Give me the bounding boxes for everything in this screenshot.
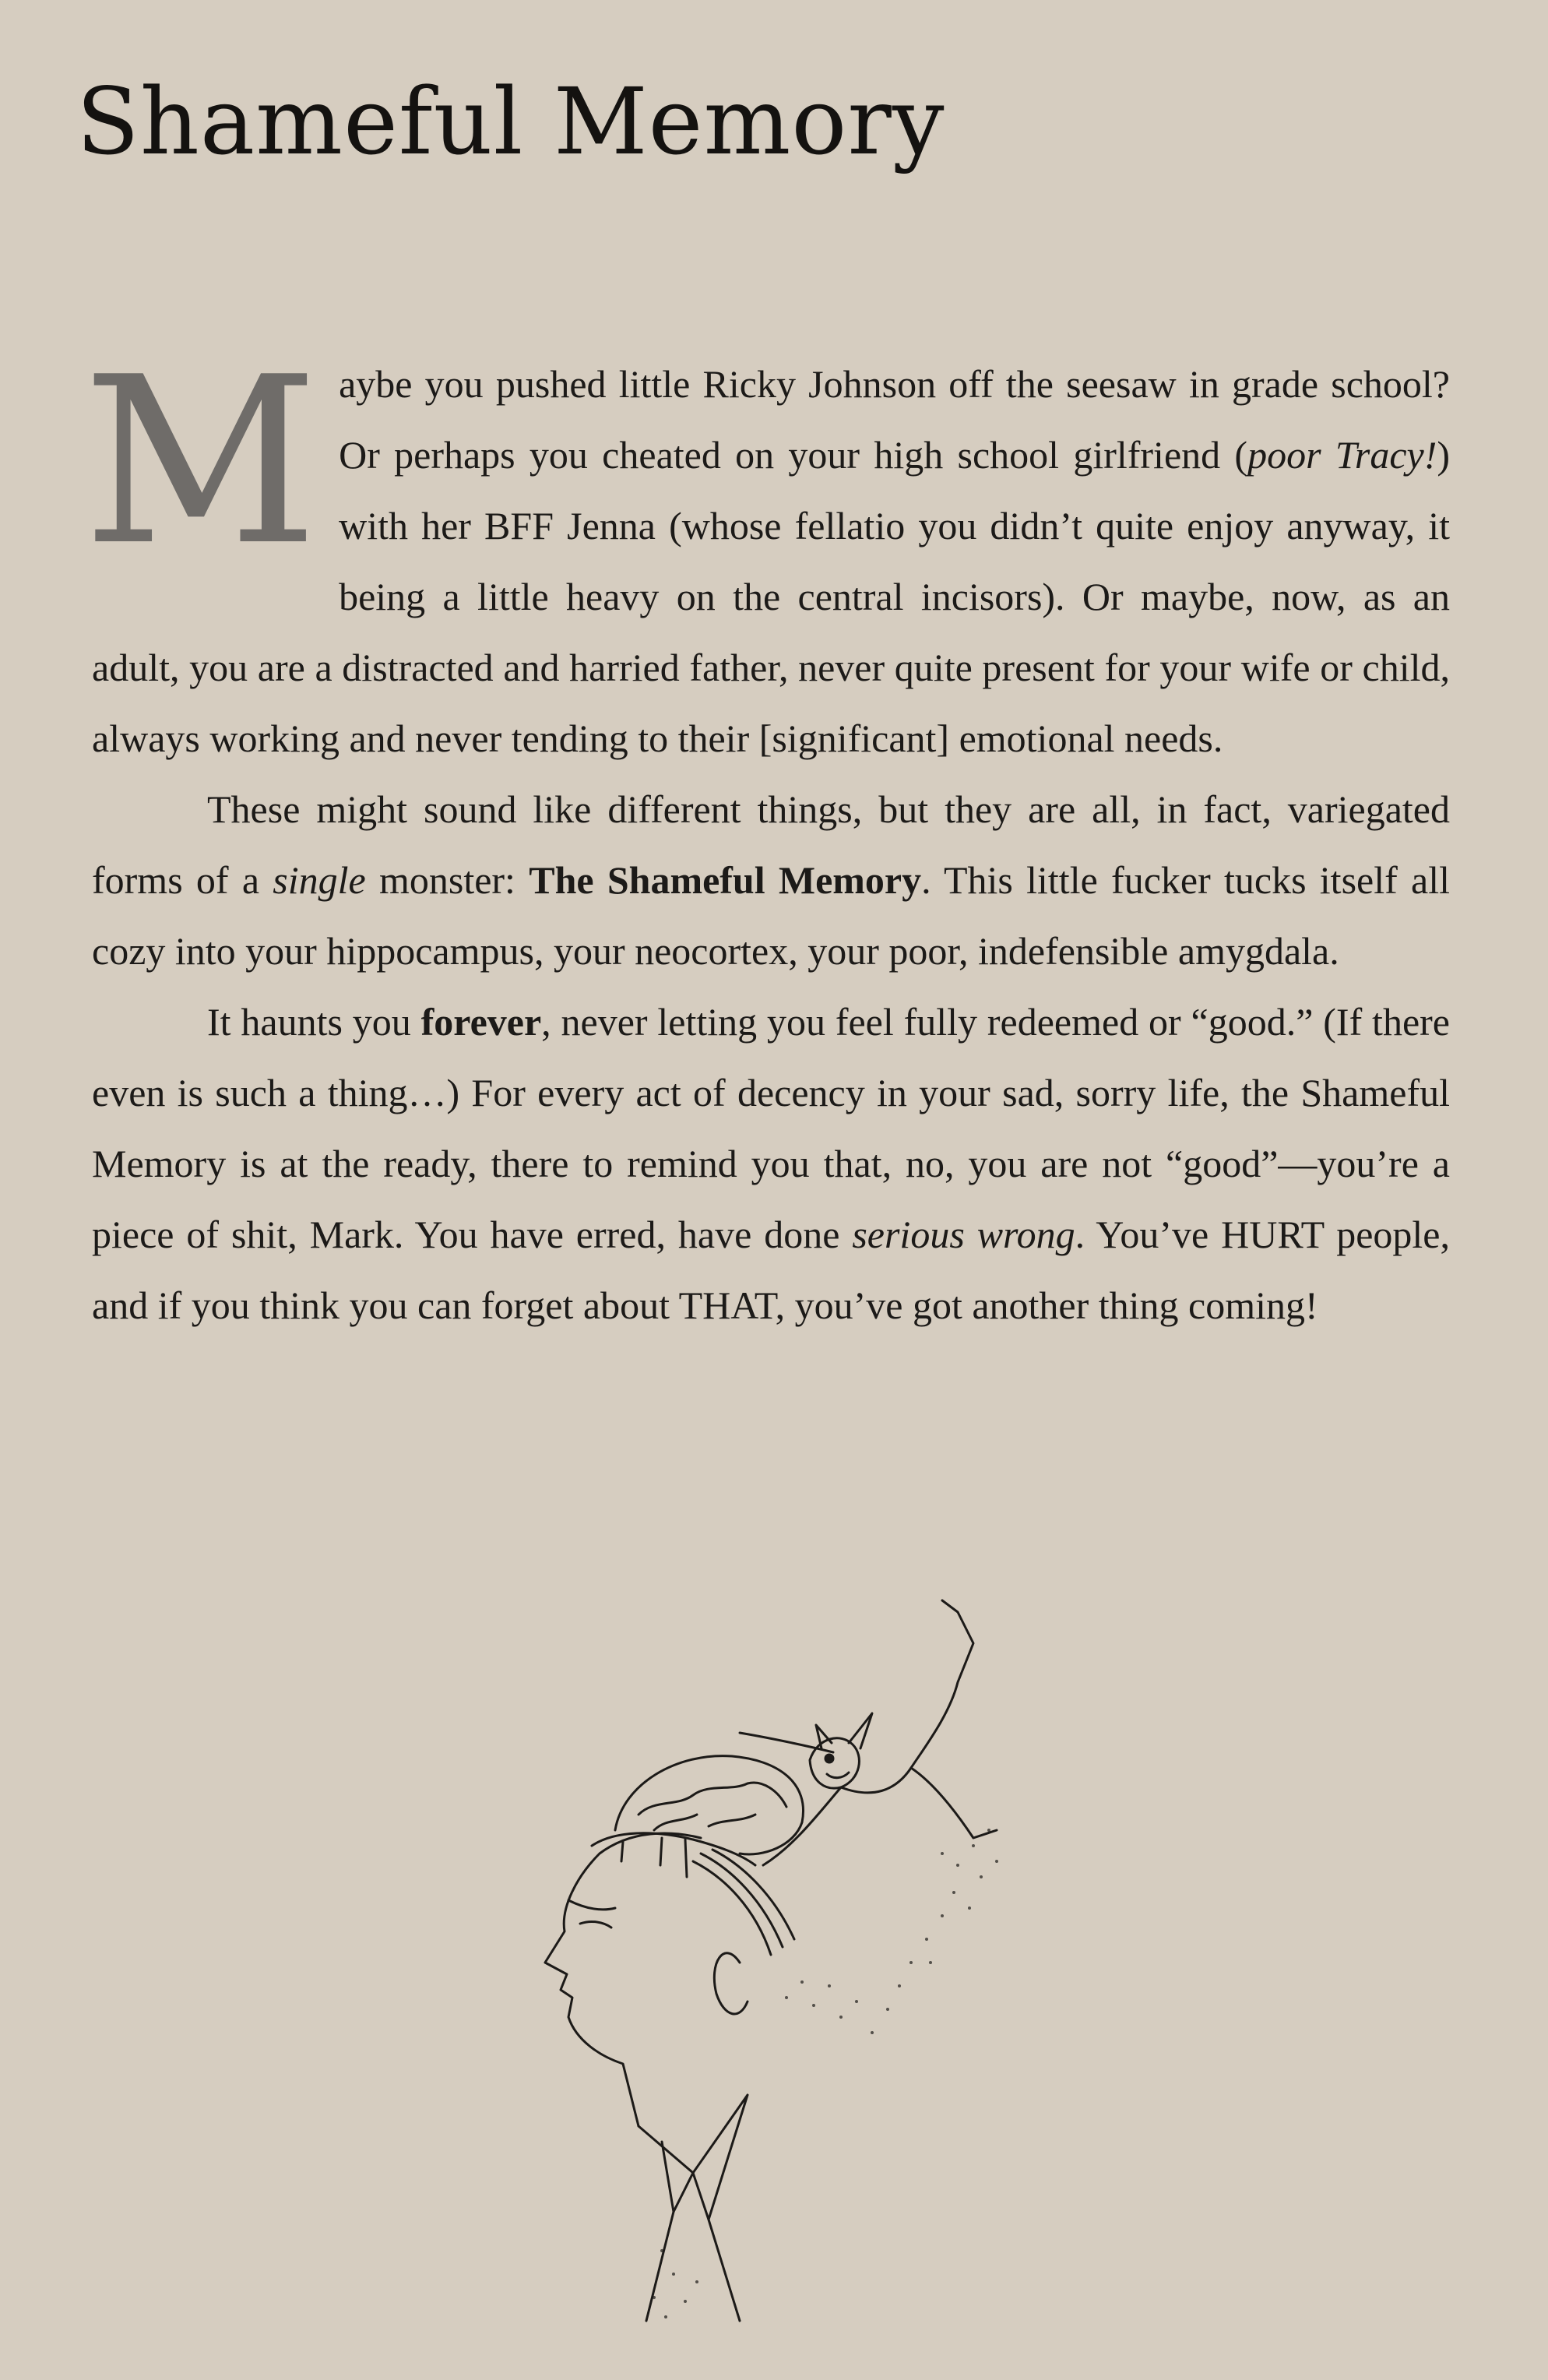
head-outline (545, 1833, 701, 2126)
paragraph-2-text-a: These might sound like different things, but they are all, in fact, variegated forms of a (92, 787, 1450, 902)
paragraph-3-text-b: , never letting you feel fully redeemed or “good.” (If there even is such a thing…) For every act of decency in your sad, sorry life, the Shameful Memory is at the ready, there to remind you that, no, you are not “good”—you’re a piece of shit, Mark. You have erred, have done (92, 1000, 1450, 1256)
stipple-shading (653, 1829, 998, 2318)
goblin-brain-illustration-icon (506, 1597, 1067, 2329)
collar (639, 2095, 748, 2220)
body-text (83, 327, 1451, 1341)
page-title: Shameful Memory (76, 68, 945, 175)
paragraph-3-bold: forever (420, 1000, 542, 1044)
paragraph-2 (92, 774, 1450, 987)
paragraph-2-italic: single (273, 858, 366, 902)
paragraph-3 (92, 987, 1450, 1341)
ear (714, 1953, 748, 2014)
paragraph-3-italic: serious wrong (852, 1213, 1075, 1256)
paragraph-3-text-a: It haunts you (207, 1000, 421, 1044)
goblin (810, 1738, 859, 1788)
paragraph-2-text-c: . This little fucker tucks itself all cozy into your hippocampus, your neocortex, your poor, indefensible amygdala. (92, 858, 1450, 973)
paragraph-1-text-a: aybe you pushed little Ricky Johnson off the seesaw in grade school? Or perhaps you cheated on your high school girlfriend ( (339, 362, 1450, 477)
paragraph-1-italic: poor Tracy! (1247, 433, 1437, 477)
paragraph-2-text-b: monster: (365, 858, 529, 902)
eye (568, 1900, 615, 1910)
hair (693, 1850, 794, 1955)
paragraph-2-bold: The Shameful Memory (529, 858, 922, 902)
brain (615, 1756, 804, 1854)
paragraph-1-text-b: ) with her BFF Jenna (whose fellatio you didn’t quite enjoy anyway, it being a little heavy on the central incisors). Or maybe, now, as an adult, you are a distracted and harried father, never quite present for your wife or child, always working and never tending to their [significant] emotional needs. (92, 433, 1451, 760)
drop-cap: M (83, 327, 319, 596)
paragraph-3-text-c: . You’ve HURT people, and if you think you can forget about THAT, you’ve got another thing coming! (92, 1213, 1450, 1327)
paragraph-1 (83, 327, 1451, 774)
